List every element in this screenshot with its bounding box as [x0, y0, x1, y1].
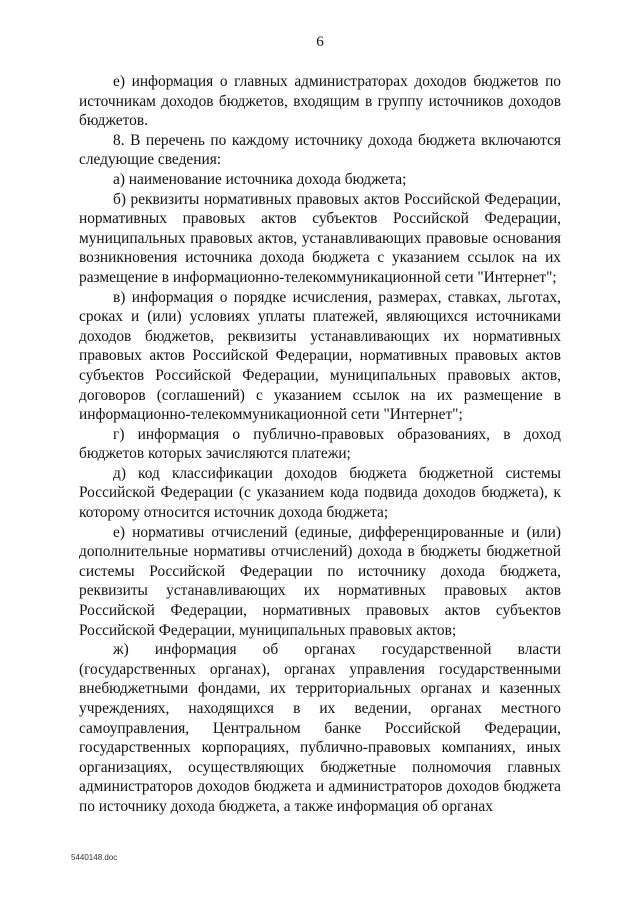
page-number: 6: [316, 34, 324, 50]
paragraph-8-list-contents: 8. В перечень по каждому источнику дохода бюджета включаются следующие сведения:: [79, 131, 561, 169]
file-name-footer: 5440148.doc: [71, 853, 118, 862]
paragraph-b-legal-acts: б) реквизиты нормативных правовых актов Российской Федерации, нормативных правовых актов субъектов Российской Федерации, муниципальных правовых актов, устанавливающих правовые основания возникновения источника дохода бюджета с указанием ссылок на их размещение в информационно-телекоммуникационной сети "Интернет";: [79, 190, 561, 286]
paragraph-e-deduction-norms: е) нормативы отчислений (единые, дифференцированные и (или) дополнительные нормативы отчислений) дохода в бюджеты бюджетной системы Российской Федерации по источнику дохода бюджета, реквизиты устанавливающих их нормативных правовых актов Российской Федерации, нормативных правовых актов субъектов Российской Федерации, муниципальных правовых актов;: [79, 523, 561, 639]
paragraph-v-payment-info: в) информация о порядке исчисления, размерах, ставках, льготах, сроках и (или) условиях уплаты платежей, являющихся источниками доходов бюджетов, реквизиты устанавливающих их нормативных правовых актов Российской Федерации, нормативных правовых актов субъектов Российской Федерации, муниципальных правовых актов, договоров (соглашений) с указанием ссылок на их размещение в информационно-телекоммуникационной сети "Интернет";: [79, 288, 561, 424]
paragraph-e-sources-admins: е) информация о главных администраторах доходов бюджетов по источникам доходов бюджетов, входящим в группу источников доходов бюджетов.: [79, 73, 561, 130]
paragraph-d-classification-code: д) код классификации доходов бюджета бюджетной системы Российской Федерации (с указанием кода подвида доходов бюджета), к которому относится источник дохода бюджета;: [79, 464, 561, 522]
paragraph-zh-authorities-info: ж) информация об органах государственной власти (государственных органах), органах управления государственными внебюджетными фондами, их территориальных органах и казенных учреждениях, находящихся в их ведении, органах местного самоуправления, Центральном банке Российской Федерации, государственных корпорациях, публично-правовых компаниях, иных организациях, осуществляющих бюджетные полномочия главных администраторов доходов бюджета и администраторов доходов бюджета по источнику дохода бюджета, а также информация об органах: [79, 641, 561, 815]
paragraph-a-name: а) наименование источника дохода бюджета;: [113, 170, 407, 188]
paragraph-g-public-entities: г) информация о публично-правовых образованиях, в доход бюджетов которых зачисляются платежи;: [79, 425, 561, 463]
document-body: [79, 72, 561, 817]
